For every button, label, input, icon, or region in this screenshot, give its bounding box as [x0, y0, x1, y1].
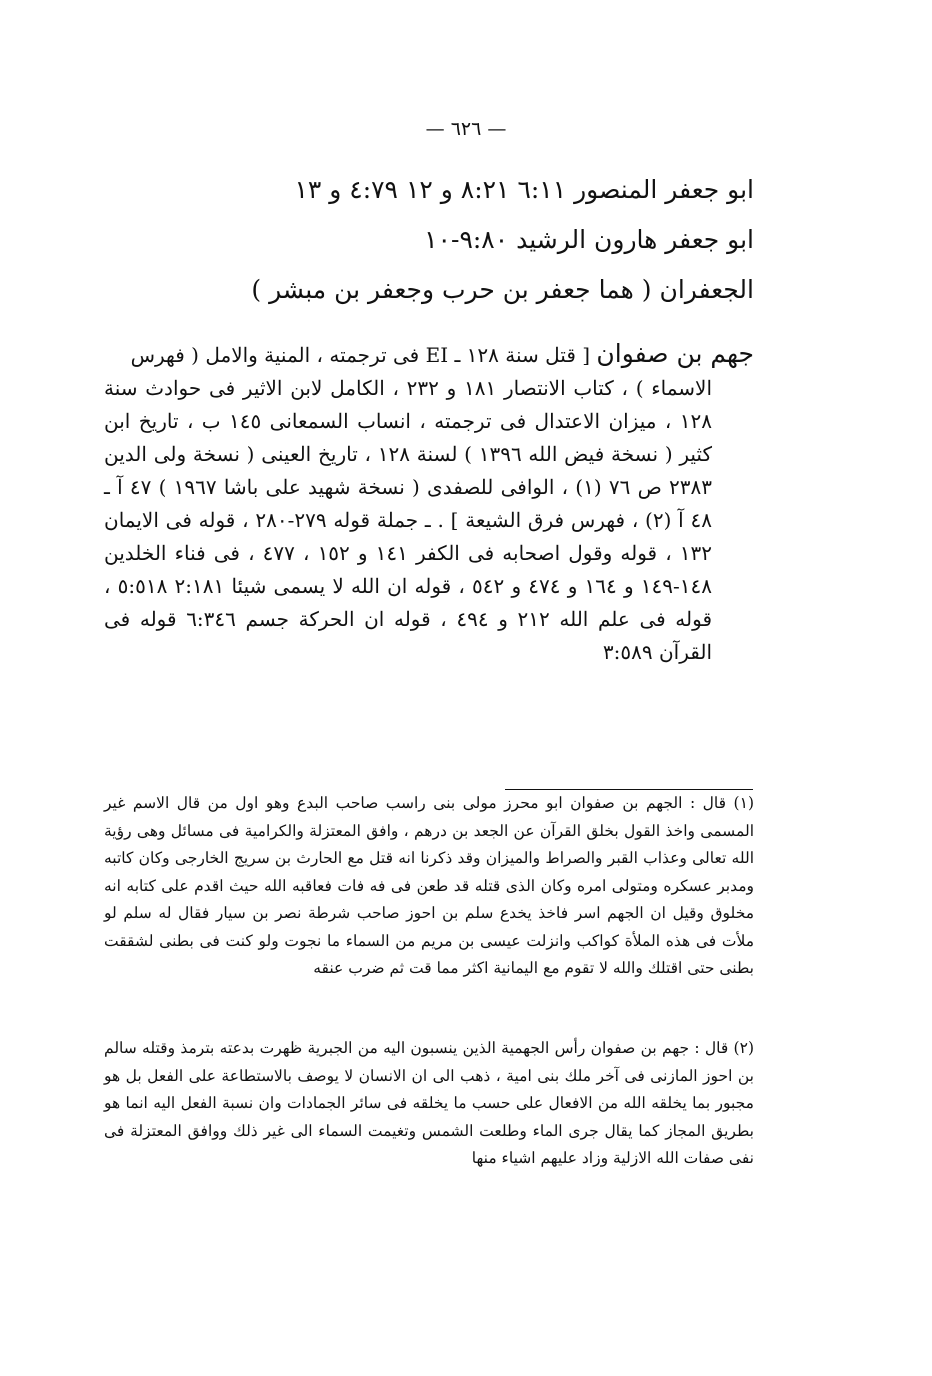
index-entry-jahm	[104, 337, 754, 669]
entry-headword: جهم بن صفوان	[596, 339, 754, 368]
index-headwords	[104, 165, 754, 315]
entry-first-line: [ قتل سنة ١٢٨ ـ EI فى ترجمته ، المنية والامل ( فهرس	[130, 343, 591, 367]
page-number: — ٦٢٦ —	[425, 118, 507, 140]
headword-jafaran: الجعفران ( هما جعفر بن حرب وجعفر بن مبشر )	[251, 275, 754, 304]
headword-abu-jafar-harun: ابو جعفر هارون الرشيد ٩:٨٠-١٠	[424, 225, 754, 254]
footnote-1: (١) قال : الجهم بن صفوان ابو محرز مولى بنى راسب صاحب البدع وهو اول من قال الاسم غير المسمى واخذ القول بخلق القرآن عن الجعد بن درهم ، وافق المعتزلة والكرامية فى مسائل وهى رؤية الله تعالى وعذاب القبر والصراط والميزان وقد ذكرنا انه قتل مع الحارث بن سريج الخارجى وكان كاتبه ومدبر عسكره ومتولى امره وكان الذى قتله قد طعن فى فه فات فعاقبه الله حيث اقدم على كتابه انه مخلوق وقيل ان الجهم اسر فاخذ يخدع سلم بن احوز صاحب شرطة نصر بن سيار فقال له سلم لو ملأت فى هذه الملأة كواكب وانزلت عيسى بن مريم من السماء ما نجوت ولو كنت فى بطنى لشققت بطنى حتى اقتلك والله لا تقوم مع اليمانية اكثر مما قت ثم ضرب عنقه	[104, 794, 754, 977]
entry-continuation: الاسماء ) ، كتاب الانتصار ١٨١ و ٢٣٢ ، الكامل لابن الاثير فى حوادث سنة ١٢٨ ، ميزان الاعتدال فى ترجمته ، انساب السمعانى ١٤٥ ب ، تاريخ ابن كثير ( نسخة فيض الله ١٣٩٦ ) لسنة ١٢٨ ، تاريخ العينى ( نسخة ولى الدين ٢٣٨٣ ص ٧٦ (١) ، الوافى للصفدى ( نسخة شهيد على باشا ١٩٦٧ ) ٤٧ آ ـ ٤٨ آ (٢) ، فهرس فرق الشيعة ] . ـ جملة قوله ٢٧٩-٢٨٠ ، قوله فى الايمان ١٣٢ ، قوله وقول اصحابه فى الكفر ١٤١ و ١٥٢ ، ٤٧٧ ، فى فناء الخلدين ١٤٨-١٤٩ و ١٦٤ و ٤٧٤ و ٥٤٢ ، قوله ان الله لا يسمى شيئا ٢:١٨١ ٥:٥١٨ ، قوله فى علم الله ٢١٢ و ٤٩٤ ، قوله ان الحركة جسم ٦:٣٤٦ قوله فى القرآن ٣:٥٨٩	[104, 376, 713, 664]
headword-abu-jafar-mansur: ابو جعفر المنصور ٦:١١ ٨:٢١ و ١٢ ٤:٧٩ و ١٣	[294, 175, 754, 204]
footnote-2: (٢) قال : جهم بن صفوان رأس الجهمية الذين ينسبون اليه من الجبرية ظهرت بدعته بترمذ وقتله سالم بن احوز المازنى فى آخر ملك بنى امية ، ذهب الى ان الانسان لا يوصف بالاستطاعة على الفعل بل هو مجبور بما يخلقه الله من الافعال على حسب ما يخلقه فى سائر الجمادات وان نسبة الفعل اليه انما هو بطريق المجاز كما يقال جرى الماء وطلعت الشمس وتغيمت السماء الى غير ذلك ووافق المعتزلة فى نفى صفات الله الازلية وزاد عليهم اشياء منها	[104, 1039, 754, 1167]
